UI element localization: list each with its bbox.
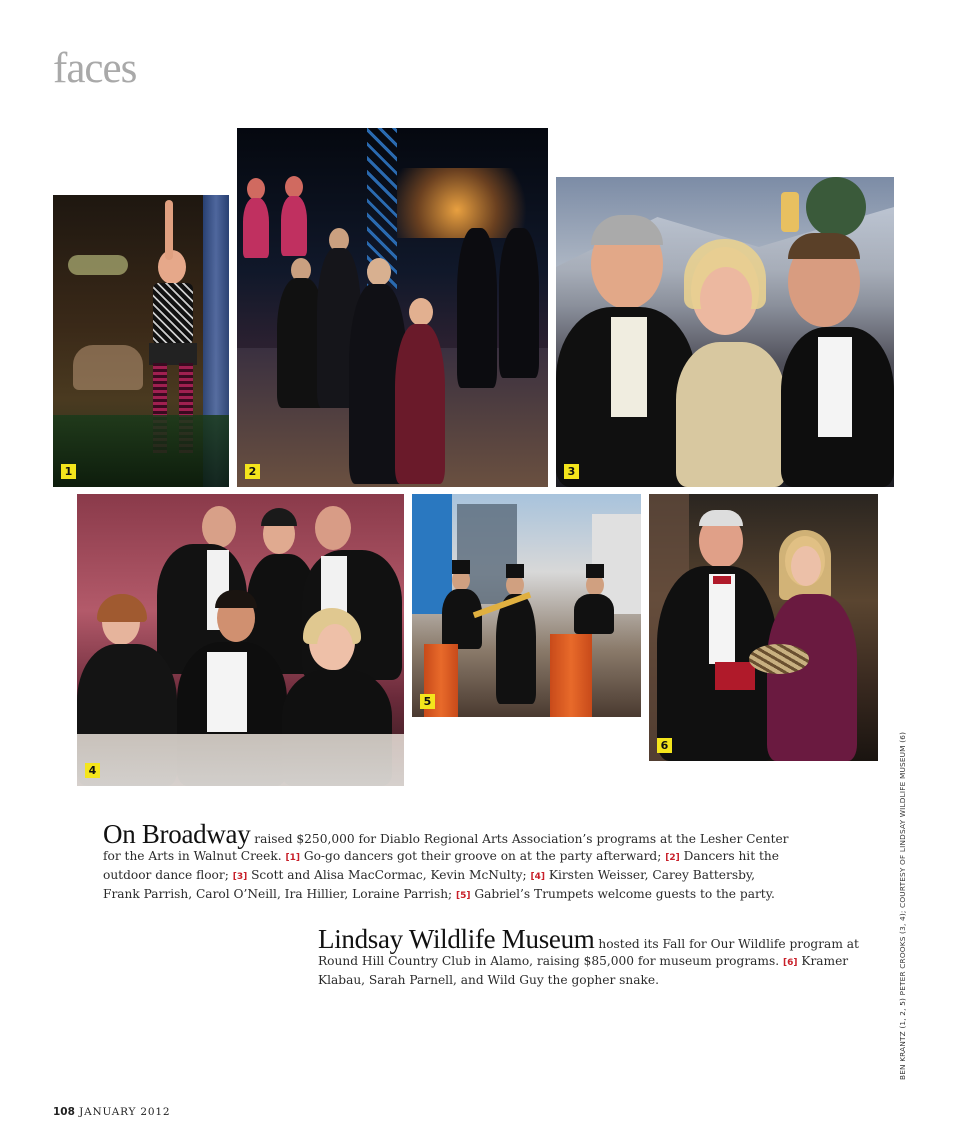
caption-text: Go-go dancers got their groove on at the party afterward; <box>299 849 666 863</box>
caption-text: Kramer Klabau, Sarah Parnell, and Wild Guy the gopher snake. <box>318 954 849 987</box>
caption-text: Kirsten Weisser, Carey Battersby, Frank Parrish, Carol O’Neill, Ira Hillier, Loraine Parrish; <box>103 868 756 901</box>
photo-three-guests <box>556 177 894 487</box>
caption-lindsay-wildlife <box>318 924 888 989</box>
section-title: faces <box>53 45 137 92</box>
photo-number-badge: 2 <box>245 464 260 479</box>
page-folio <box>53 1106 170 1118</box>
photo-number-badge: 4 <box>85 763 100 778</box>
photo-scene <box>556 177 894 487</box>
photo-trumpeters <box>412 494 641 717</box>
photo-go-go-dancer <box>53 195 229 487</box>
photo-number-badge: 1 <box>61 464 76 479</box>
photo-number-badge: 6 <box>657 738 672 753</box>
photo-ref-number: [2] <box>665 853 680 863</box>
caption-headline: On Broadway <box>103 819 251 849</box>
photo-number-badge: 3 <box>564 464 579 479</box>
caption-text: Scott and Alisa MacCormac, Kevin McNulty; <box>247 868 531 882</box>
photo-ref-number: [5] <box>456 891 471 901</box>
photo-scene <box>237 128 548 487</box>
caption-text: hosted its Fall for Our Wildlife program at Round Hill Country Club in Alamo, raising $85,000 for museum programs. <box>318 937 859 968</box>
photo-table-guests <box>77 494 404 786</box>
photo-scene <box>53 195 229 487</box>
photo-ref-number: [3] <box>232 872 248 882</box>
photo-ref-number: [6] <box>782 958 798 968</box>
photo-outdoor-dance-floor <box>237 128 548 487</box>
photo-scene <box>412 494 641 717</box>
photo-ref-number: [4] <box>530 872 545 882</box>
photo-number-badge: 5 <box>420 694 435 709</box>
caption-text: Dancers hit the outdoor dance floor; <box>103 849 779 882</box>
issue-date: JANUARY 2012 <box>79 1106 171 1118</box>
photo-scene <box>77 494 404 786</box>
photo-credit: BEN KRANTZ (1, 2, 5) PETER CROOKS (3, 4); COURTESY OF LINDSAY WILDLIFE MUSEUM (6) <box>898 731 907 1080</box>
caption-text: raised $250,000 for Diablo Regional Arts Association’s programs at the Lesher Center for the Arts in Walnut Creek. <box>103 832 789 863</box>
caption-text: Gabriel’s Trumpets welcome guests to the party. <box>470 887 775 901</box>
photo-scene <box>649 494 878 761</box>
page-number: 108 <box>53 1106 75 1118</box>
photo-ref-number: [1] <box>285 853 300 863</box>
caption-headline: Lindsay Wildlife Museum <box>318 924 595 954</box>
photo-gopher-snake <box>649 494 878 761</box>
caption-on-broadway <box>103 819 793 905</box>
